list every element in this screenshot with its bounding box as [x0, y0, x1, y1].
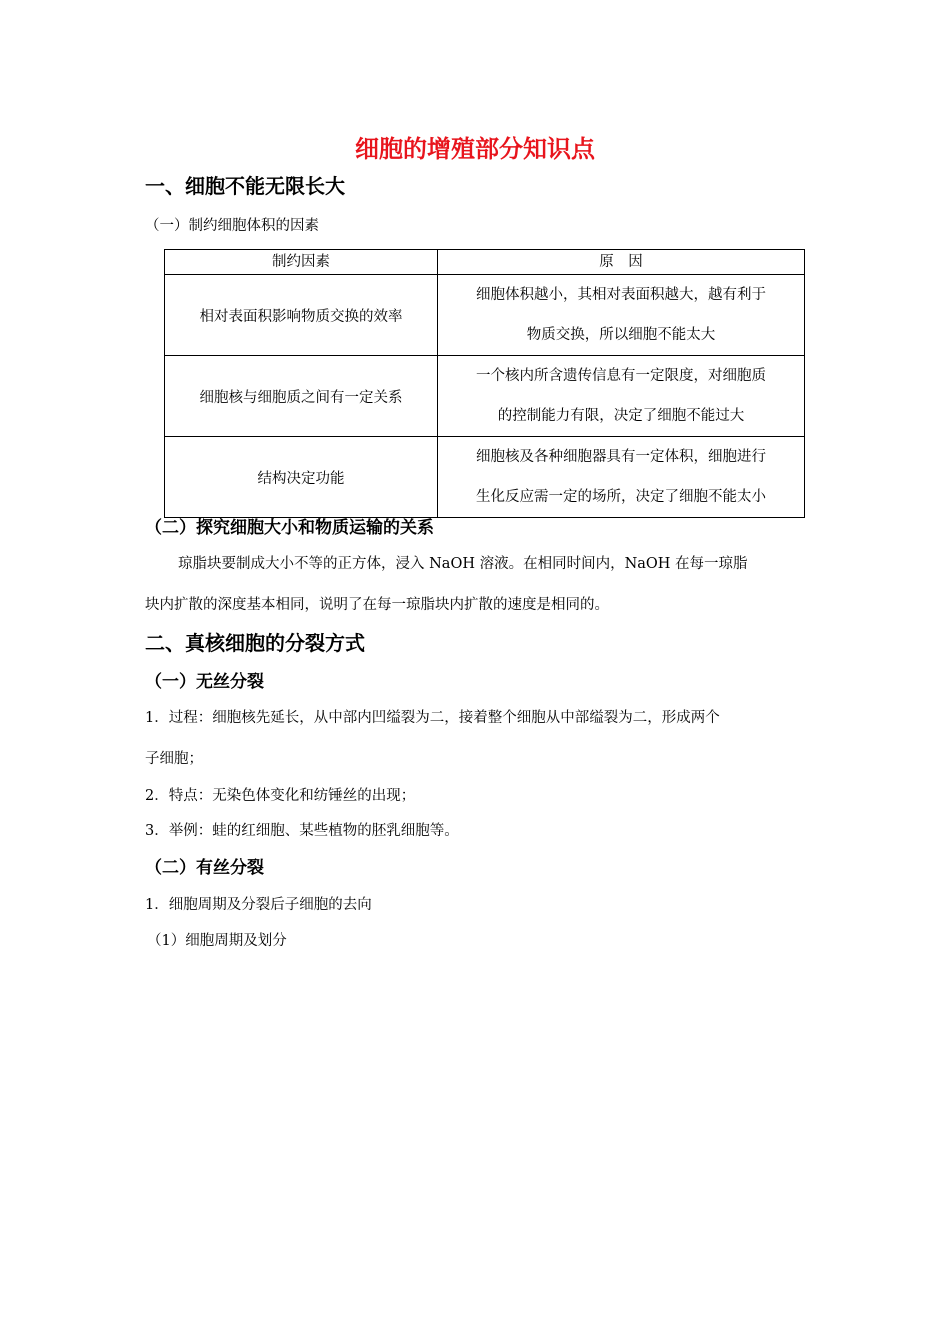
reason-line: 一个核内所含遗传信息有一定限度，对细胞质	[476, 368, 766, 384]
section2-sub1: （一）无丝分裂	[145, 672, 264, 692]
table-header-reason: 原 因	[438, 250, 805, 275]
list-item: 3．举例：蛙的红细胞、某些植物的胚乳细胞等。	[145, 823, 459, 839]
table-cell-reason	[438, 275, 805, 356]
list-item: 1．过程：细胞核先延长，从中部内凹缢裂为二，接着整个细胞从中部缢裂为二，形成两个	[145, 710, 720, 726]
reason-line: 细胞体积越小，其相对表面积越大，越有利于	[476, 287, 766, 303]
reason-line: 的控制能力有限，决定了细胞不能过大	[497, 408, 745, 424]
list-item: （1）细胞周期及划分	[147, 933, 287, 949]
factors-table	[164, 249, 805, 518]
reason-line: 生化反应需一定的场所，决定了细胞不能太小	[476, 489, 766, 505]
table-cell-factor: 相对表面积影响物质交换的效率	[165, 275, 438, 356]
paragraph-line: 块内扩散的深度基本相同，说明了在每一琼脂块内扩散的速度是相同的。	[145, 597, 609, 613]
table-cell-reason	[438, 356, 805, 437]
table-header-factor: 制约因素	[165, 250, 438, 275]
section1-sub2: （二）探究细胞大小和物质运输的关系	[145, 518, 434, 538]
table-row	[165, 275, 805, 356]
section2-heading: 二、真核细胞的分裂方式	[145, 631, 365, 655]
section2-sub2: （二）有丝分裂	[145, 858, 264, 878]
table-cell-factor: 细胞核与细胞质之间有一定关系	[165, 356, 438, 437]
reason-line: 细胞核及各种细胞器具有一定体积，细胞进行	[476, 449, 766, 465]
table-row	[165, 356, 805, 437]
list-item: 2．特点：无染色体变化和纺锤丝的出现；	[145, 788, 416, 804]
list-item: 1．细胞周期及分裂后子细胞的去向	[145, 897, 372, 913]
section1-sub1: （一）制约细胞体积的因素	[145, 218, 319, 234]
table-row	[165, 437, 805, 518]
document-title: 细胞的增殖部分知识点	[355, 135, 595, 163]
table-cell-reason	[438, 437, 805, 518]
table-cell-factor: 结构决定功能	[165, 437, 438, 518]
list-item-continuation: 子细胞；	[145, 751, 203, 767]
paragraph-line: 琼脂块要制成大小不等的正方体，浸入 NaOH 溶液。在相同时间内，NaOH 在每一琼脂	[178, 556, 748, 572]
section1-heading: 一、细胞不能无限长大	[145, 174, 345, 198]
table-header-row	[165, 250, 805, 275]
reason-line: 物质交换，所以细胞不能太大	[526, 327, 716, 343]
